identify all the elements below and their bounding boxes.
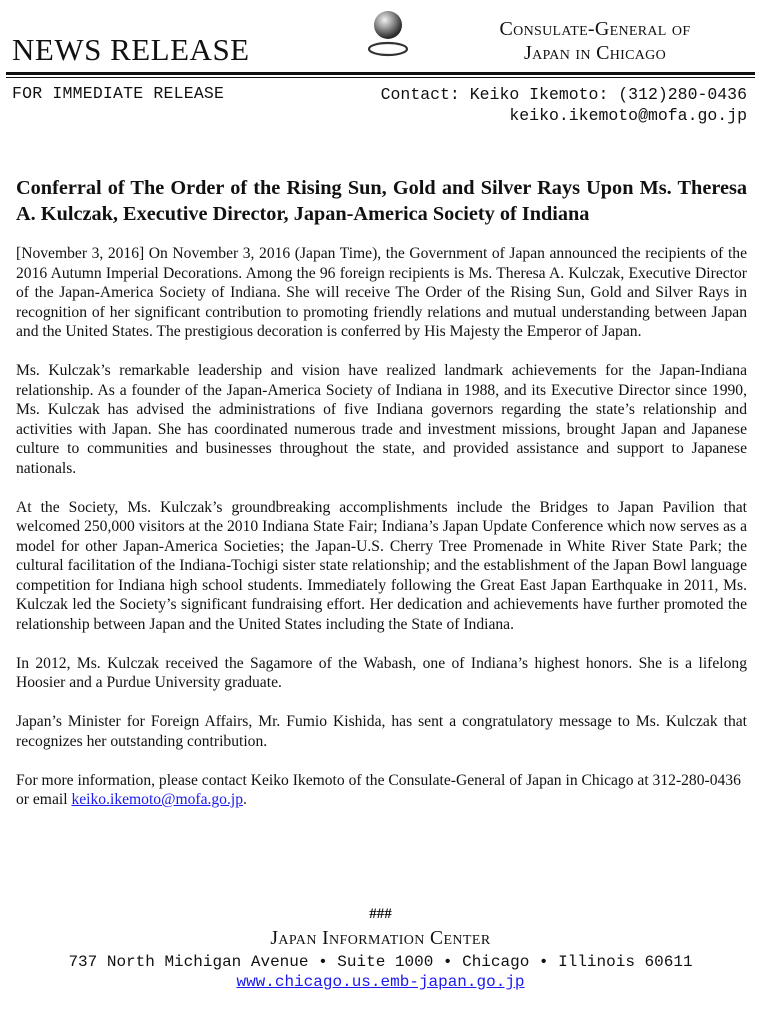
header-rule-thin bbox=[6, 77, 755, 78]
news-release-title: NEWS RELEASE bbox=[12, 32, 250, 67]
address: 737 North Michigan Avenue • Suite 1000 • Chicago • Illinois 60611 bbox=[68, 953, 693, 971]
paragraph-2: Ms. Kulczak’s remarkable leadership and vision have realized landmark achievements for the Japan-Indiana relationship. As a founder of the Japan-America Society of Indiana in 1988, and its Executive Director since 1990, Ms. Kulczak has advised the administrations of five Indiana governors regarding the state’s relationship and activities with Japan. She has coordinated numerous trade and investment missions, brought Japan and Japanese culture to communities and businesses throughout the state, and provided assistance and support to Japanese nationals. bbox=[16, 362, 747, 477]
end-marker: ### bbox=[369, 906, 392, 922]
paragraph-1: [November 3, 2016] On November 3, 2016 (Japan Time), the Government of Japan announced the recipients of the 2016 Autumn Imperial Decorations. Among the 96 foreign recipients is Ms. Theresa A. Kulczak, Executive Director of the Japan-America Society of Indiana. She will receive The Order of the Rising Sun, Gold and Silver Rays in recognition of her significant contribution to promoting friendly relations and mutual understanding between Japan and the United States. The prestigious decoration is conferred by His Majesty the Emperor of Japan. bbox=[16, 245, 747, 340]
consulate-logo-icon bbox=[364, 8, 412, 60]
paragraph-6 bbox=[16, 771, 747, 810]
contact-phone: Contact: Keiko Ikemoto: (312)280-0436 bbox=[380, 85, 747, 104]
contact-block bbox=[381, 84, 747, 126]
header-rule bbox=[6, 72, 755, 75]
email-link[interactable]: keiko.ikemoto@mofa.go.jp bbox=[71, 791, 244, 808]
website-link[interactable]: www.chicago.us.emb-japan.go.jp bbox=[236, 973, 525, 991]
contact-email: keiko.ikemoto@mofa.go.jp bbox=[509, 106, 747, 125]
consulate-line-1: Consulate-General of bbox=[499, 18, 691, 40]
paragraph-4: In 2012, Ms. Kulczak received the Sagamore of the Wabash, one of Indiana’s highest honors. She is a lifelong Hoosier and a Purdue University graduate. bbox=[16, 654, 747, 691]
headline: Conferral of The Order of the Rising Sun, Gold and Silver Rays Upon Ms. Theresa A. Kulczak, Executive Director, Japan-America Society of Indiana bbox=[16, 177, 747, 225]
consulate-line-2: Japan in Chicago bbox=[524, 42, 666, 64]
contact-info-end: . bbox=[243, 791, 247, 808]
contact-info-text: For more information, please contact Keiko Ikemoto of the Consulate-General of Japan in Chicago at 312-280-0436 or email bbox=[16, 771, 741, 808]
consulate-name bbox=[445, 17, 745, 65]
article-body bbox=[16, 244, 747, 829]
immediate-release-label: FOR IMMEDIATE RELEASE bbox=[12, 84, 225, 103]
paragraph-5: Japan’s Minister for Foreign Affairs, Mr. Fumio Kishida, has sent a congratulatory message to Ms. Kulczak that recognizes her outstanding contribution. bbox=[16, 713, 747, 750]
japan-information-center: Japan Information Center bbox=[270, 928, 491, 949]
paragraph-3: At the Society, Ms. Kulczak’s groundbreaking accomplishments include the Bridges to Japan Pavilion that welcomed 250,000 visitors at the 2010 Indiana State Fair; Indiana’s Japan Update Conference which now serves as a model for other Japan-America Societies; the Japan-U.S. Cherry Tree Promenade in White River State Park; the cultural facilitation of the Indiana-Tochigi sister state relationship; and the establishment of the Japan Bowl language competition for Indiana high school students. Immediately following the Great East Japan Earthquake in 2011, Ms. Kulczak led the Society’s significant fundraising effort. Her dedication and achievements have further promoted the relationship between Japan and the United States including the State of Indiana. bbox=[16, 498, 747, 633]
